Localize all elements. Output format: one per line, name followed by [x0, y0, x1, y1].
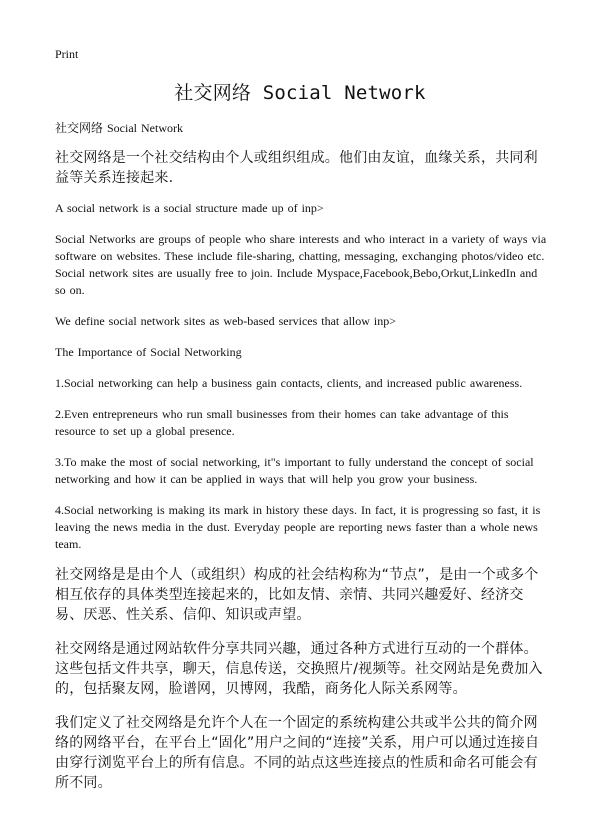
document-body	[55, 120, 547, 793]
document-subtitle: 社交网络 Social Network	[55, 121, 183, 135]
list-item-1: 1.Social networking can help a business gain contacts, clients, and increased public awareness.	[55, 376, 523, 390]
list-item-2: 2.Even entrepreneurs who run small businesses from their homes can take advantage of this resource to set up a global presence.	[55, 407, 509, 438]
section-heading-importance: The Importance of Social Networking	[55, 345, 242, 359]
paragraph-definition-short: A social network is a social structure made up of inp>	[55, 201, 324, 215]
paragraph-intro-chinese: 社交网络是一个社交结构由个人或组织组成。他们由友谊，血缘关系，共同利益等关系连接起来.	[55, 150, 538, 186]
paragraph-chinese-structure: 社交网络是是由个人（或组织）构成的社会结构称为“节点”，是由一个或多个相互依存的具体类型连接起来的，比如友情、亲情、共同兴趣爱好、经济交易、厌恶、性关系、信仰、知识或声望。	[55, 567, 539, 623]
document-title: 社交网络 Social Network	[174, 82, 426, 104]
paragraph-chinese-definition: 我们定义了社交网络是允许个人在一个固定的系统构建公共或半公共的简介网络的网络平台，在平台上“固化”用户之间的“连接”关系，用户可以通过连接自由穿行浏览平台上的所有信息。不同的站点这些连接点的性质和命名可能会有所不同。	[55, 715, 540, 791]
list-item-3: 3.To make the most of social networking, it"s important to fully understand the concept of social networking and how it can be applied in ways that will help you grow your business.	[55, 455, 534, 486]
paragraph-social-networks: Social Networks are groups of people who share interests and who interact in a variety of ways via software on websites. These include file-sharing, chatting, messaging, exchanging photos/video etc. Social network sites are usually free to join. Include Myspace,Facebook,Bebo,Orkut,LinkedIn and so on.	[55, 232, 547, 297]
print-link[interactable]: Print	[55, 47, 79, 61]
list-item-4: 4.Social networking is making its mark in history these days. In fact, it is progressing so fast, it is leaving the news media in the dust. Everyday people are reporting news faster than a whole news team.	[55, 503, 541, 551]
paragraph-we-define: We define social network sites as web-based services that allow inp>	[55, 314, 397, 328]
paragraph-chinese-groups: 社交网络是通过网站软件分享共同兴趣，通过各种方式进行互动的一个群体。这些包括文件共享，聊天，信息传送，交换照片/视频等。社交网站是免费加入的，包括聚友网，脸谱网，贝博网，我酷，商务化人际关系网等。	[55, 641, 543, 697]
